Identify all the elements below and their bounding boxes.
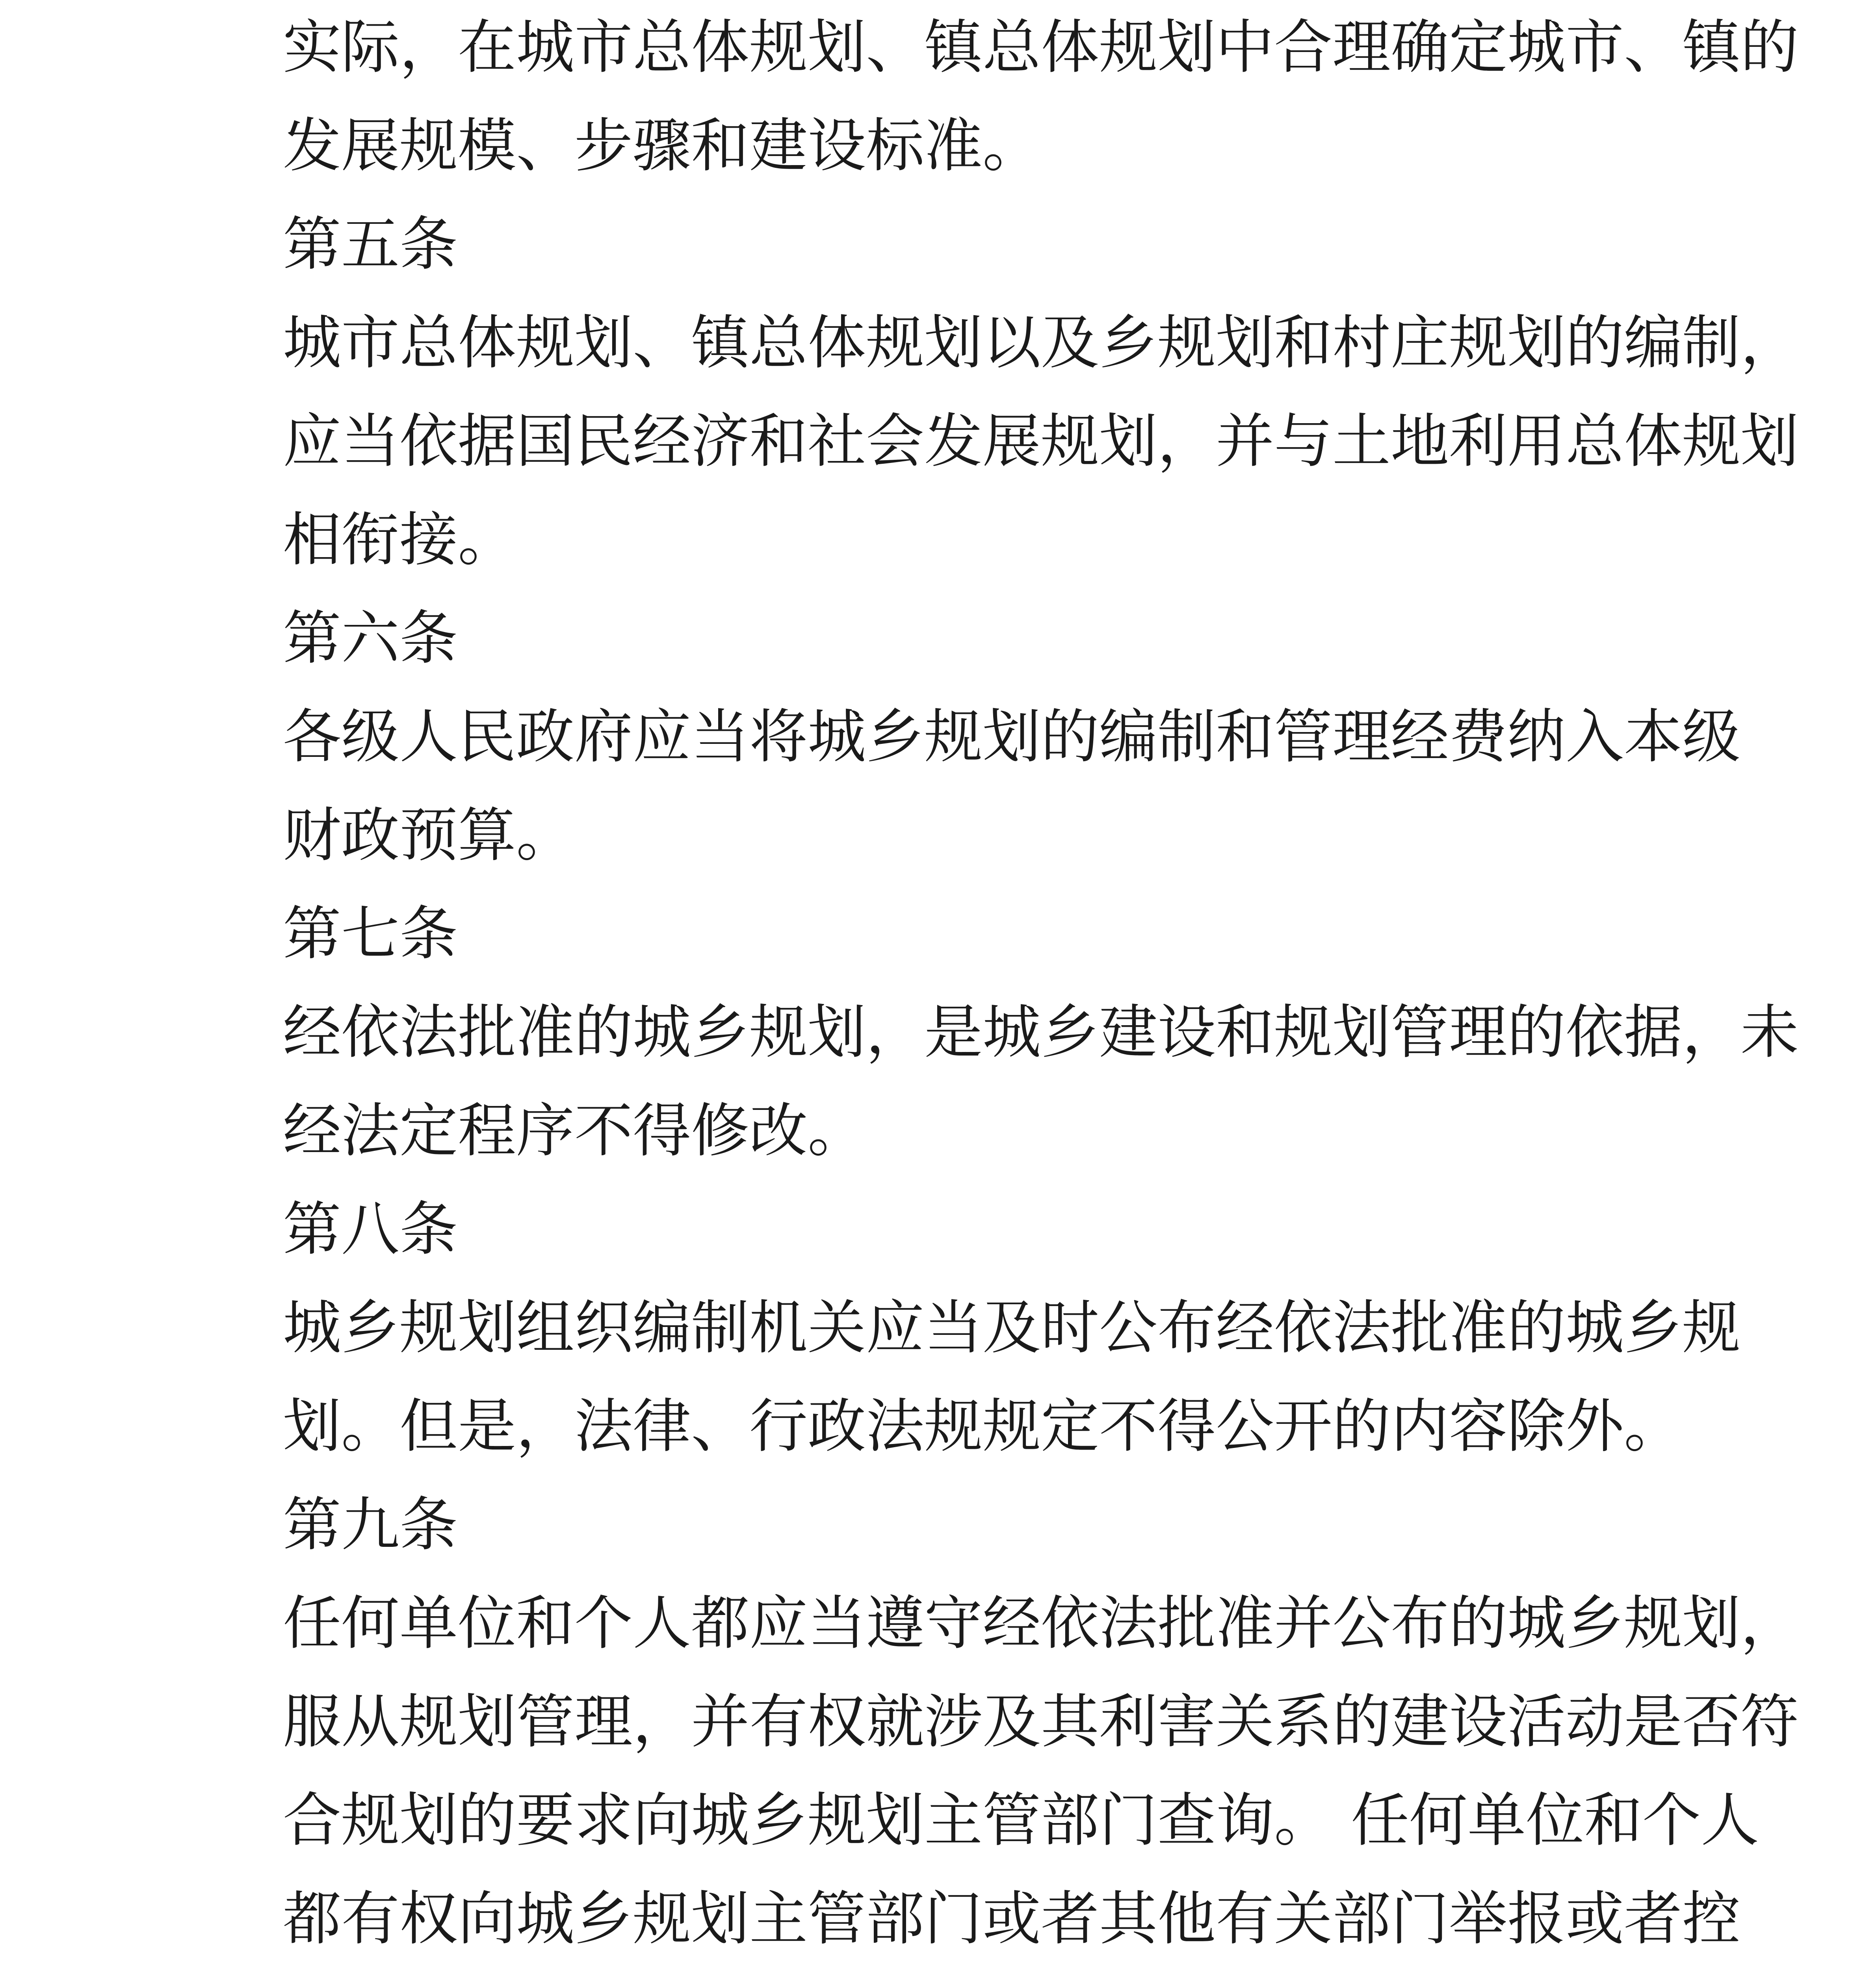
text-line: 财政预算。 xyxy=(283,801,574,869)
text-line: 合规划的要求向城乡规划主管部门查询。 任何单位和个人 xyxy=(283,1786,1759,1854)
text-line: 任何单位和个人都应当遵守经依法批准并公布的城乡规划， xyxy=(283,1589,1799,1657)
text-line: 实际，在城市总体规划、镇总体规划中合理确定城市、镇的 xyxy=(283,13,1799,81)
article-heading: 第六条 xyxy=(283,604,458,672)
article-heading: 第九条 xyxy=(283,1491,458,1559)
text-line: 城乡规划组织编制机关应当及时公布经依法批准的城乡规 xyxy=(283,1294,1740,1362)
text-line: 应当依据国民经济和社会发展规划，并与土地利用总体规划 xyxy=(283,407,1799,475)
text-line: 经法定程序不得修改。 xyxy=(283,1097,866,1165)
article-heading: 第七条 xyxy=(283,900,458,968)
text-line: 经依法批准的城乡规划，是城乡建设和规划管理的依据，未 xyxy=(283,998,1799,1066)
article-heading: 第五条 xyxy=(283,210,458,278)
text-line: 各级人民政府应当将城乡规划的编制和管理经费纳入本级 xyxy=(283,703,1740,771)
text-line: 服从规划管理，并有权就涉及其利害关系的建设活动是否符 xyxy=(283,1688,1799,1756)
text-line: 城市总体规划、镇总体规划以及乡规划和村庄规划的编制， xyxy=(283,309,1799,377)
text-line: 相衔接。 xyxy=(283,506,516,574)
text-line: 都有权向城乡规划主管部门或者其他有关部门举报或者控 xyxy=(283,1885,1740,1953)
article-heading: 第八条 xyxy=(283,1195,458,1263)
text-line: 划。但是，法律、行政法规规定不得公开的内容除外。 xyxy=(283,1392,1682,1460)
text-line: 发展规模、步骤和建设标准。 xyxy=(283,112,1041,180)
